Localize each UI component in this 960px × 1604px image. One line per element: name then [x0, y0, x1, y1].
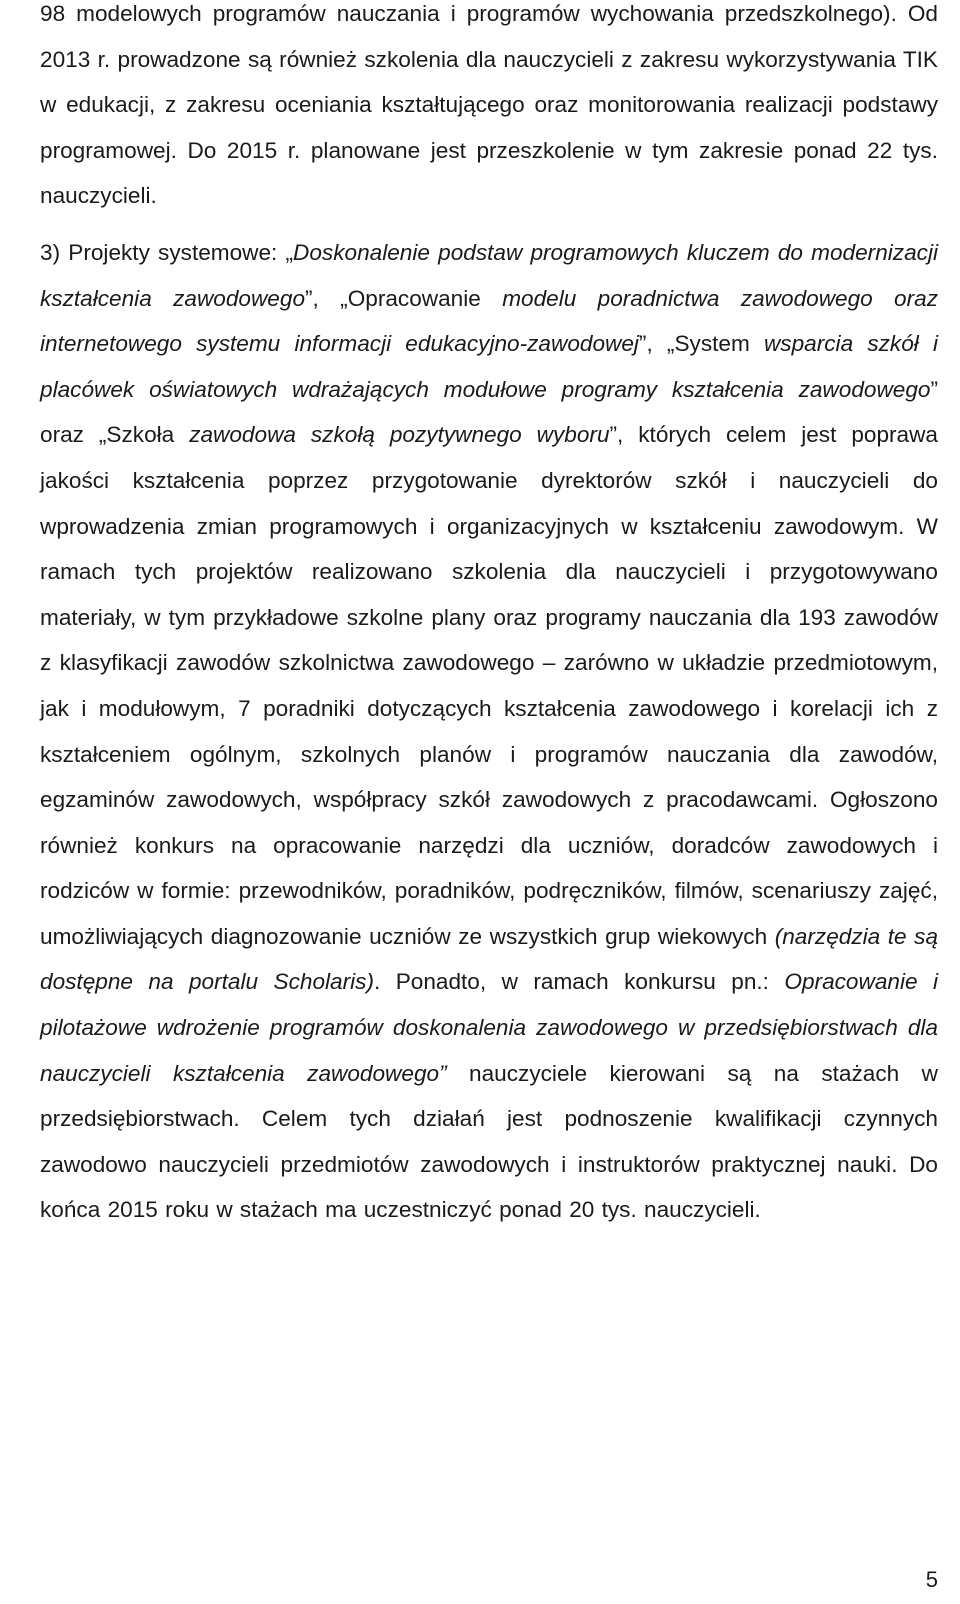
text-segment: ”, „: [638, 331, 675, 357]
text-segment: ”, których celem jest poprawa jakości kształcenia poprzez przygotowanie dyrektorów szkół i nauczycieli do wprowadzenia zmian programowych i organizacyjnych w kształceniu zawodowym. W ramach tych projektów realizowano szkolenia dla nauczycieli i przygotowywano materiały, w tym przykładowe szkolne plany oraz programy nauczania dla 193 zawodów z klasyfikacji zawodów szkolnictwa zawodowego – zarówno w układzie przedmiotowym, jak i modułowym, 7 poradniki dotyczących kształcenia zawodowego i korelacji ich z kształceniem ogólnym, szkolnych planów i programów nauczania dla zawodów, egzaminów zawodowych, współpracy szkół zawodowych z pracodawcami. Ogłoszono również konkurs na opracowanie narzędzi dla uczniów, doradców zawodowych i rodziców w formie: przewodników, poradników, podręczników, filmów, scenariuszy zajęć, umożliwiających diagnozowanie uczniów ze wszystkich grup wiekowych: [40, 422, 938, 949]
contest-title: Opracowanie i pilotażowe wdrożenie programów doskonalenia zawodowego w przedsiębiorstwach dla nauczycieli kształcenia zawodowego”: [40, 969, 938, 1086]
text-segment: . Ponadto, w ramach konkursu pn.:: [373, 969, 785, 995]
scholaris-note: (narzędzia te są dostępne na portalu Scholaris): [40, 923, 939, 995]
project-title-support-system: wsparcia szkół i placówek oświatowych wdrażających modułowe programy kształcenia zawodowego: [40, 331, 939, 402]
text-segment: 3) Projekty systemowe: „: [40, 239, 294, 265]
text-segment: [481, 286, 502, 311]
text-segment: System: [674, 331, 750, 357]
text-segment: nauczyciele kierowani są na stażach w przedsiębiorstwach. Celem tych działań jest podnoszenie kwalifikacji czynnych zawodowo nauczycieli przedmiotów zawodowych i instruktorów praktycznej nauki. Do końca 2015 roku w stażach ma uczestniczyć ponad 20 tys. nauczycieli.: [40, 1060, 938, 1223]
text-segment: Szkoła: [106, 422, 175, 448]
text-segment: Opracowanie: [347, 285, 481, 311]
text-segment: ”, „: [305, 285, 348, 311]
document-page: [40, 0, 938, 1233]
paragraph-tik-training: 98 modelowych programów nauczania i programów wychowania przedszkolnego). Od 2013 r. prowadzone są również szkolenia dla nauczycieli z zakresu wykorzystywania TIK w edukacji, z zakresu oceniania kształtującego oraz monitorowania realizacji podstawy programowej. Do 2015 r. planowane jest przeszkolenie w tym zakresie ponad 22 tys. nauczycieli.: [40, 1, 938, 209]
project-title-vocational-guidance: modelu poradnictwa zawodowego oraz internetowego systemu informacji edukacyjno-zawodowej: [40, 285, 939, 357]
paragraph-system-projects: [40, 230, 938, 1233]
project-title-core-curriculum: Doskonalenie podstaw programowych kluczem do modernizacji kształcenia zawodowego: [40, 239, 938, 311]
page-number: 5: [925, 1567, 938, 1592]
text-segment: [174, 422, 189, 447]
text-segment: ” oraz „: [40, 376, 938, 448]
project-title-vocational-school: zawodowa szkołą pozytywnego wyboru: [189, 422, 610, 448]
text-segment: [750, 331, 764, 356]
